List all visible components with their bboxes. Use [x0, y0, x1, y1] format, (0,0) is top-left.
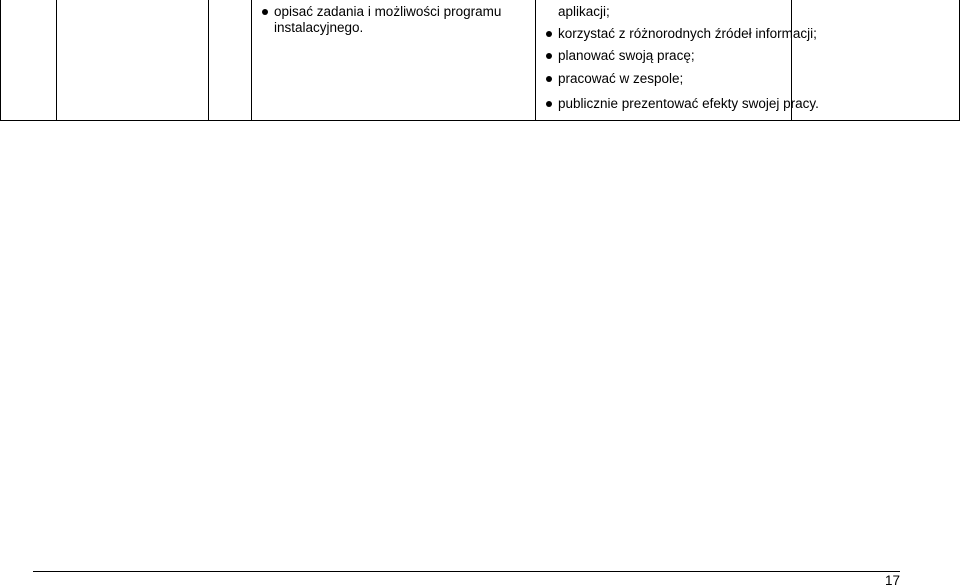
table-column-divider: [56, 0, 57, 121]
table-column-divider: [208, 0, 209, 121]
list-item-text-continued: instalacyjnego.: [274, 20, 364, 35]
table-bottom-border: [0, 120, 960, 121]
footer-divider: [33, 571, 900, 572]
list-item-text: opisać zadania i możliwości programu: [274, 4, 502, 19]
bullet-icon: [546, 76, 552, 82]
list-item-text: pracować w zespole;: [558, 71, 684, 86]
bullet-icon: [546, 31, 552, 37]
list-item-text: korzystać z różnorodnych źródeł informacji;: [558, 26, 817, 41]
table-border-left: [0, 0, 1, 121]
list-item-text: planować swoją pracę;: [558, 48, 695, 63]
page-number: 17: [884, 573, 900, 588]
bullet-icon: [546, 101, 552, 107]
list-item-text: publicznie prezentować efekty swojej pracy.: [558, 96, 819, 111]
bullet-icon: [546, 53, 552, 59]
bullet-icon: [262, 9, 268, 15]
list-item-continued-text: aplikacji;: [558, 4, 610, 19]
table-column-divider: [535, 0, 536, 121]
curriculum-table-fragment: [0, 0, 960, 121]
table-column-divider: [251, 0, 252, 121]
